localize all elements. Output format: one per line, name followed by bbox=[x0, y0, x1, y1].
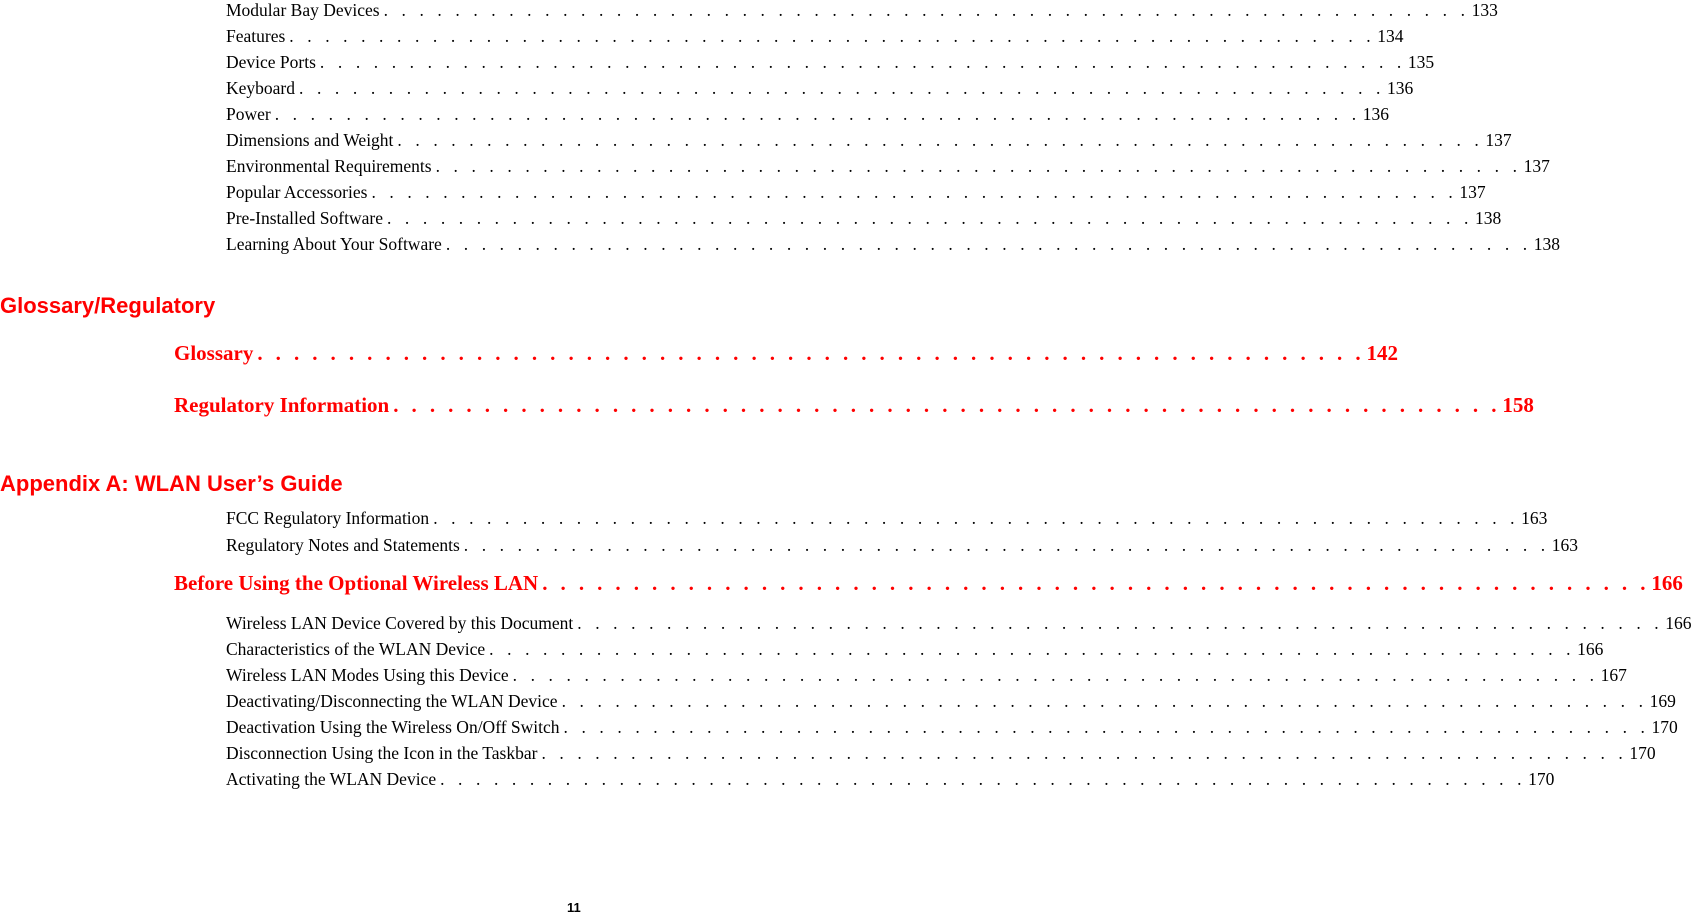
dot-leader: . . . . . . . . . . . . . . . . . . . . . . . . . . . . . . . . . . . . . . . . . . . . . . . . . . . . . . . . . . . . . bbox=[393, 393, 1501, 417]
dot-leader: . . . . . . . . . . . . . . . . . . . . . . . . . . . . . . . . . . . . . . . . . . . . . . . . . . . . . . . . . . . . . bbox=[274, 104, 1361, 124]
toc-entry[interactable] bbox=[226, 691, 1676, 717]
toc-entry-label: Activating the WLAN Device bbox=[226, 769, 437, 789]
toc-entry-page: 138 bbox=[1533, 234, 1561, 254]
toc-entry-label: Power bbox=[226, 104, 271, 124]
toc-entry-page: 163 bbox=[1551, 535, 1579, 555]
toc-entry[interactable] bbox=[226, 156, 1550, 182]
toc-entry-label: Wireless LAN Device Covered by this Document bbox=[226, 613, 574, 633]
dot-leader: . . . . . . . . . . . . . . . . . . . . . . . . . . . . . . . . . . . . . . . . . . . . . . . . . . . . . . . . . . . . . bbox=[433, 508, 1520, 528]
toc-entry[interactable] bbox=[226, 613, 1692, 639]
dot-leader: . . . . . . . . . . . . . . . . . . . . . . . . . . . . . . . . . . . . . . . . . . . . . . . . . . . . . . . . . . . . . bbox=[257, 341, 1365, 365]
dot-leader: . . . . . . . . . . . . . . . . . . . . . . . . . . . . . . . . . . . . . . . . . . . . . . . . . . . . . . . . . . . . . bbox=[299, 78, 1385, 98]
toc-entry-label: Features bbox=[226, 26, 286, 46]
toc-entry-page: 170 bbox=[1528, 769, 1555, 789]
toc-entry-page: 163 bbox=[1521, 508, 1548, 528]
toc-entry-label: Popular Accessories bbox=[226, 182, 368, 202]
dot-leader: . . . . . . . . . . . . . . . . . . . . . . . . . . . . . . . . . . . . . . . . . . . . . . . . . . . . . . . . . . . . . bbox=[577, 613, 1664, 633]
toc-entry-label: Modular Bay Devices bbox=[226, 0, 380, 20]
dot-leader: . . . . . . . . . . . . . . . . . . . . . . . . . . . . . . . . . . . . . . . . . . . . . . . . . . . . . . . . . . . . . bbox=[561, 691, 1648, 711]
toc-entry-page: 137 bbox=[1485, 130, 1512, 150]
toc-major-label: Glossary bbox=[174, 341, 254, 365]
toc-entry[interactable] bbox=[226, 508, 1548, 534]
toc-entry-label: Pre-Installed Software bbox=[226, 208, 383, 228]
dot-leader: . . . . . . . . . . . . . . . . . . . . . . . . . . . . . . . . . . . . . . . . . . . . . . . . . . . . . . . . . . . . . bbox=[489, 639, 1576, 659]
toc-entry[interactable] bbox=[226, 78, 1414, 104]
toc-entry[interactable] bbox=[226, 234, 1561, 260]
dot-leader: . . . . . . . . . . . . . . . . . . . . . . . . . . . . . . . . . . . . . . . . . . . . . . . . . . . . . . . . . . . . . bbox=[435, 156, 1522, 176]
toc-entry[interactable] bbox=[226, 26, 1404, 52]
toc-entry[interactable] bbox=[226, 182, 1486, 208]
toc-major-page: 142 bbox=[1366, 341, 1398, 365]
toc-entry[interactable] bbox=[226, 104, 1389, 130]
toc-entry-page: 138 bbox=[1474, 208, 1502, 228]
toc-entry-page: 166 bbox=[1665, 613, 1692, 633]
toc-entry[interactable] bbox=[226, 208, 1502, 234]
dot-leader: . . . . . . . . . . . . . . . . . . . . . . . . . . . . . . . . . . . . . . . . . . . . . . . . . . . . . . . . . . . . . bbox=[512, 665, 1599, 685]
toc-entry-label: Characteristics of the WLAN Device bbox=[226, 639, 486, 659]
dot-leader: . . . . . . . . . . . . . . . . . . . . . . . . . . . . . . . . . . . . . . . . . . . . . . . . . . . . . . . . . . . . . bbox=[440, 769, 1527, 789]
dot-leader: . . . . . . . . . . . . . . . . . . . . . . . . . . . . . . . . . . . . . . . . . . . . . . . . . . . . . . . . . . . . . bbox=[563, 717, 1650, 737]
toc-major-page: 166 bbox=[1651, 571, 1683, 595]
toc-entry-page: 137 bbox=[1459, 182, 1486, 202]
dot-leader: . . . . . . . . . . . . . . . . . . . . . . . . . . . . . . . . . . . . . . . . . . . . . . . . . . . . . . . . . . . . . bbox=[383, 0, 1470, 20]
toc-entry-label: Device Ports bbox=[226, 52, 316, 72]
toc-entry-page: 133 bbox=[1471, 0, 1498, 20]
toc-entry[interactable] bbox=[226, 743, 1656, 769]
dot-leader: . . . . . . . . . . . . . . . . . . . . . . . . . . . . . . . . . . . . . . . . . . . . . . . . . . . . . . . . . . . . . bbox=[371, 182, 1458, 202]
toc-entry-label: Regulatory Notes and Statements bbox=[226, 535, 460, 555]
toc-entry-label: FCC Regulatory Information bbox=[226, 508, 430, 528]
toc-entry-label: Deactivation Using the Wireless On/Off Switch bbox=[226, 717, 560, 737]
section-heading-glossary-regulatory: Glossary/Regulatory bbox=[0, 293, 216, 318]
toc-major-label: Regulatory Information bbox=[174, 393, 390, 417]
dot-leader: . . . . . . . . . . . . . . . . . . . . . . . . . . . . . . . . . . . . . . . . . . . . . . . . . . . . . . . . . . . . . bbox=[445, 234, 1532, 254]
toc-entry-page: 136 bbox=[1387, 78, 1414, 98]
toc-entry-label: Keyboard bbox=[226, 78, 296, 98]
toc-entry-page: 136 bbox=[1362, 104, 1389, 124]
toc-entry-label: Environmental Requirements bbox=[226, 156, 432, 176]
toc-entry-page: 166 bbox=[1577, 639, 1604, 659]
toc-entry[interactable] bbox=[226, 52, 1435, 78]
dot-leader: . . . . . . . . . . . . . . . . . . . . . . . . . . . . . . . . . . . . . . . . . . . . . . . . . . . . . . . . . . . . . bbox=[542, 571, 1650, 595]
toc-major-entry[interactable] bbox=[174, 393, 1534, 423]
toc-entry-label: Deactivating/Disconnecting the WLAN Device bbox=[226, 691, 558, 711]
section-heading-appendix-a: Appendix A: WLAN User’s Guide bbox=[0, 471, 343, 496]
toc-entry-label: Disconnection Using the Icon in the Taskbar bbox=[226, 743, 538, 763]
toc-entry-page: 137 bbox=[1523, 156, 1550, 176]
toc-entry-page: 170 bbox=[1651, 717, 1678, 737]
toc-entry-label: Learning About Your Software bbox=[226, 234, 442, 254]
toc-entry-page: 169 bbox=[1649, 691, 1676, 711]
toc-major-entry[interactable] bbox=[174, 571, 1683, 601]
toc-entry[interactable] bbox=[226, 0, 1498, 26]
dot-leader: . . . . . . . . . . . . . . . . . . . . . . . . . . . . . . . . . . . . . . . . . . . . . . . . . . . . . . . . . . . . . bbox=[463, 535, 1550, 555]
toc-major-label: Before Using the Optional Wireless LAN bbox=[174, 571, 539, 595]
dot-leader: . . . . . . . . . . . . . . . . . . . . . . . . . . . . . . . . . . . . . . . . . . . . . . . . . . . . . . . . . . . . . bbox=[397, 130, 1484, 150]
toc-entry[interactable] bbox=[226, 665, 1627, 691]
toc-entry-label: Wireless LAN Modes Using this Device bbox=[226, 665, 509, 685]
dot-leader: . . . . . . . . . . . . . . . . . . . . . . . . . . . . . . . . . . . . . . . . . . . . . . . . . . . . . . . . . . . . . bbox=[319, 52, 1406, 72]
toc-entry[interactable] bbox=[226, 717, 1678, 743]
toc-entry-page: 167 bbox=[1600, 665, 1627, 685]
dot-leader: . . . . . . . . . . . . . . . . . . . . . . . . . . . . . . . . . . . . . . . . . . . . . . . . . . . . . . . . . . . . . bbox=[541, 743, 1628, 763]
toc-entry[interactable] bbox=[226, 130, 1512, 156]
toc-major-page: 158 bbox=[1502, 393, 1534, 417]
toc-entry-label: Dimensions and Weight bbox=[226, 130, 394, 150]
toc-entry[interactable] bbox=[226, 639, 1604, 665]
page-number: 11 bbox=[567, 900, 581, 915]
dot-leader: . . . . . . . . . . . . . . . . . . . . . . . . . . . . . . . . . . . . . . . . . . . . . . . . . . . . . . . . . . . . . bbox=[289, 26, 1376, 46]
toc-entry-page: 134 bbox=[1377, 26, 1404, 46]
toc-entry-page: 170 bbox=[1629, 743, 1656, 763]
toc-entry-page: 135 bbox=[1407, 52, 1435, 72]
toc-entry[interactable] bbox=[226, 769, 1555, 795]
toc-entry[interactable] bbox=[226, 535, 1579, 561]
dot-leader: . . . . . . . . . . . . . . . . . . . . . . . . . . . . . . . . . . . . . . . . . . . . . . . . . . . . . . . . . . . . . bbox=[386, 208, 1473, 228]
toc-major-entry[interactable] bbox=[174, 341, 1398, 371]
